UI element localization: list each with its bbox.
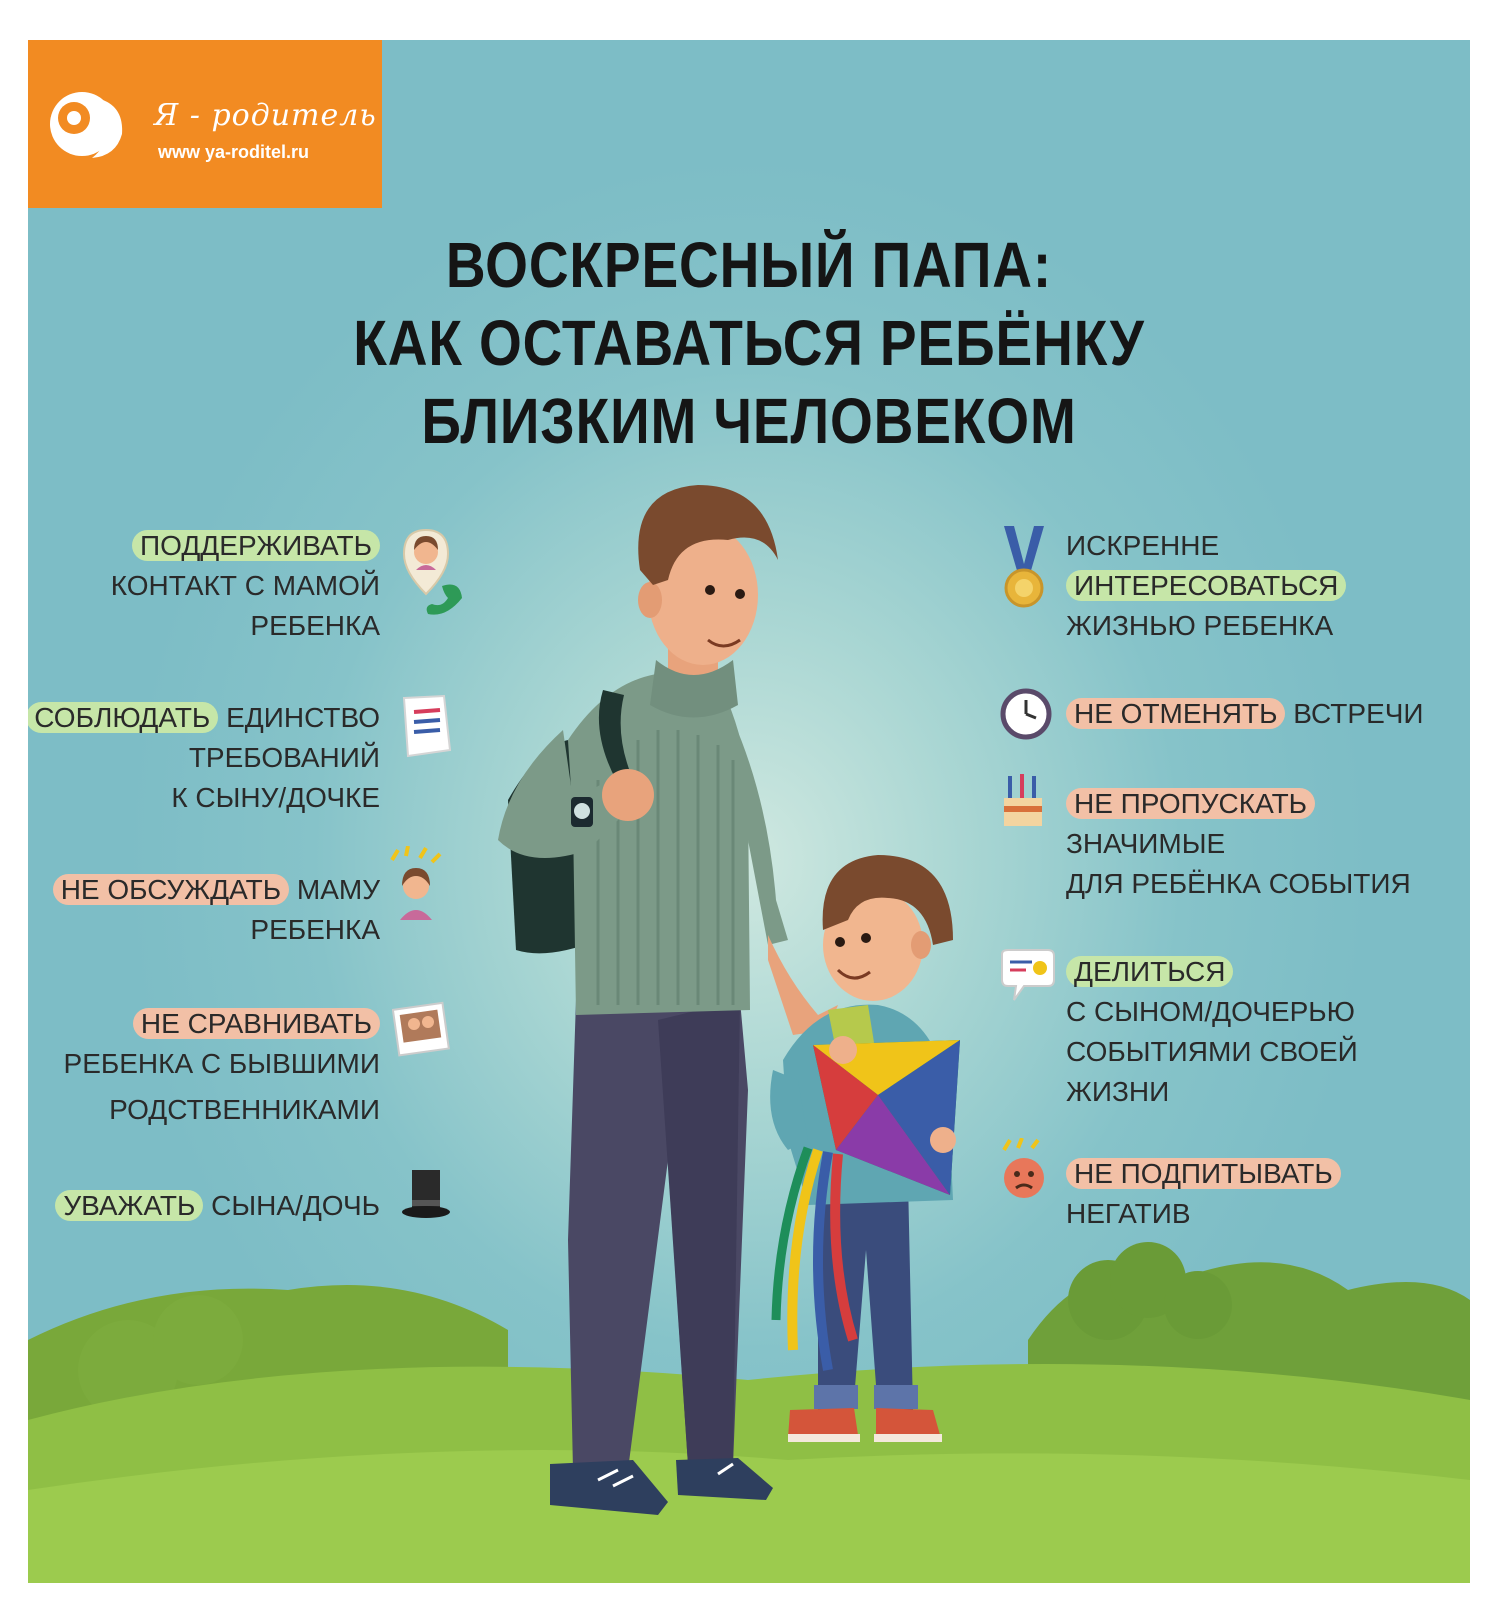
infographic-poster [28,40,1470,1583]
tip-line: РОДСТВЕННИКАМИ [109,1094,380,1125]
tip-respect [55,1186,380,1226]
upset-mom-icon [386,846,450,926]
tip-rest: ВСТРЕЧИ [1293,698,1424,729]
tip-line: РЕБЕНКА [250,914,380,945]
logo-mark-icon [44,84,136,164]
logo-name: Я - родитель [154,98,377,133]
speech-bubble-icon [998,948,1056,1004]
tip-support-contact [111,526,380,646]
tip-highlight: УВАЖАТЬ [55,1190,203,1221]
tip-line: ТРЕБОВАНИЙ [188,742,380,773]
tip-dont-discuss-mom [53,870,380,950]
tip-show-interest [1066,526,1346,646]
tip-line: КОНТАКТ С МАМОЙ [110,570,380,601]
tip-highlight: ПОДДЕРЖИВАТЬ [132,530,380,561]
tip-highlight: НЕ ПРОПУСКАТЬ [1066,788,1315,819]
tip-dont-compare [64,1004,380,1130]
tip-dont-miss-events [1066,784,1411,904]
tip-line: К СЫНУ/ДОЧКЕ [171,782,380,813]
tip-line: НЕГАТИВ [1066,1198,1191,1229]
top-hat-icon [400,1166,452,1226]
tip-line: ЖИЗНЬЮ РЕБЕНКА [1066,610,1334,641]
tip-highlight: НЕ ОБСУЖДАТЬ [53,874,289,905]
logo-url-domain: ya-roditel.ru [205,142,310,162]
birthday-cake-icon [1000,770,1046,832]
tip-keep-rules [28,698,380,818]
tip-share-life [1066,952,1358,1112]
angry-face-icon [996,1138,1052,1202]
tip-highlight: СОБЛЮДАТЬ [28,702,218,733]
clock-icon [1000,688,1052,740]
tip-dont-cancel [1066,694,1424,734]
family-photo-icon [392,1000,454,1060]
tip-rest: ЕДИНСТВО [226,702,380,733]
tip-highlight: ДЕЛИТЬСЯ [1066,956,1233,987]
tip-line: ЖИЗНИ [1066,1076,1170,1107]
tip-pre: ИСКРЕННЕ [1066,530,1220,561]
title-line-2: КАК ОСТАВАТЬСЯ РЕБЁНКУ [353,307,1145,379]
tip-line: СОБЫТИЯМИ СВОЕЙ [1066,1036,1358,1067]
tip-highlight: НЕ ОТМЕНЯТЬ [1066,698,1285,729]
mom-contact-phone-icon [402,528,472,624]
tip-rest: СЫНА/ДОЧЬ [211,1190,380,1221]
tip-line: С СЫНОМ/ДОЧЕРЬЮ [1066,996,1355,1027]
tip-rest: МАМУ [296,874,380,905]
title-line-3: БЛИЗКИМ ЧЕЛОВЕКОМ [421,385,1077,457]
medal-icon [996,524,1052,614]
tip-highlight: ИНТЕРЕСОВАТЬСЯ [1066,570,1346,601]
rules-document-icon [400,694,456,760]
tip-line: РЕБЕНКА [250,610,380,641]
logo-url-prefix: www [158,142,201,162]
logo-url[interactable] [158,142,309,163]
tip-line: РЕБЕНКА С БЫВШИМИ [63,1048,380,1079]
tip-dont-feed-negativity [1066,1154,1341,1234]
brand-logo-block[interactable] [28,40,382,208]
page-title [129,226,1369,460]
tip-line: ЗНАЧИМЫЕ [1066,828,1226,859]
tip-line: ДЛЯ РЕБЁНКА СОБЫТИЯ [1066,868,1411,899]
tip-highlight: НЕ ПОДПИТЫВАТЬ [1066,1158,1341,1189]
tip-highlight: НЕ СРАВНИВАТЬ [133,1008,380,1039]
title-line-1: ВОСКРЕСНЫЙ ПАПА: [445,229,1053,301]
